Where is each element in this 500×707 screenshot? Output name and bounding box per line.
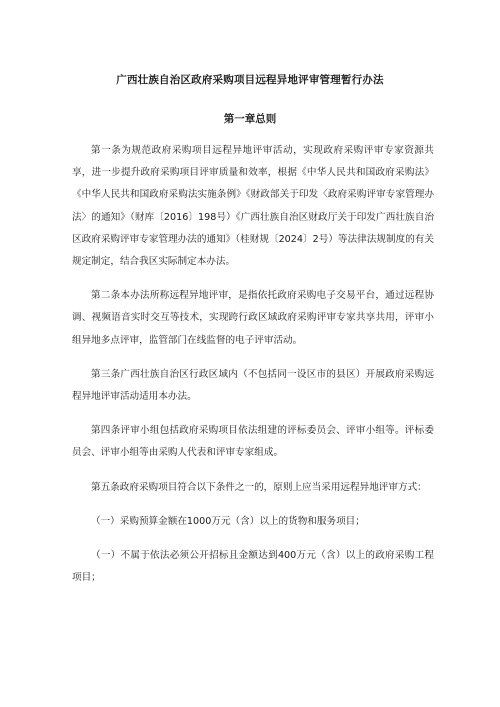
article-1-paragraph: 第一条为规范政府采购项目远程异地评审活动，实现政府采购评审专家资源共享，进一步提升政府采购项目评审质量和效率，根据《中华人民共和国政府采购法》《中华人民共和国政府采购法实施条例》《财政部关于印发〈政府采购评审专家管理办法〉的通知》（财库〔2016〕198号）《广西壮族自治区财政厅关于印发广西壮族自治区政府采购评审专家管理办法的通知》（桂财规〔2024〕2号）等法律法规制度的有关规定制定，结合我区实际制定本办法。 xyxy=(72,145,434,268)
document-body xyxy=(72,140,434,589)
chapter-title: 第一章总则 xyxy=(223,113,277,125)
article-3-paragraph: 第三条广西壮族自治区行政区域内（不包括同一设区市的县区）开展政府采购远程异地评审活动适用本办法。 xyxy=(72,368,434,403)
article-2-paragraph: 第二条本办法所称远程异地评审，是指依托政府采购电子交易平台，通过远程协调、视频语音实时交互等技术，实现跨行政区域政府采购评审专家共享共用，评审小组异地多点评审，监管部门在线监督的电子评审活动。 xyxy=(72,290,434,346)
article-5-item-2: （一）不属于依法必须公开招标且金额达到400万元（含）以上的政府采购工程项目； xyxy=(72,550,434,584)
article-5-item-1: （一）采购预算金额在1000万元（含）以上的货物和服务项目； xyxy=(91,515,365,527)
document-title: 广西壮族自治区政府采购项目远程异地评审管理暂行办法 xyxy=(116,74,384,86)
article-5-paragraph: 第五条政府采购项目符合以下条件之一的，原则上应当采用远程异地评审方式： xyxy=(91,481,427,493)
article-4-paragraph: 第四条评审小组包括政府采购项目依法组建的评标委员会、评审小组等。评标委员会、评审小组等由采购人代表和评审专家组成。 xyxy=(72,425,434,459)
